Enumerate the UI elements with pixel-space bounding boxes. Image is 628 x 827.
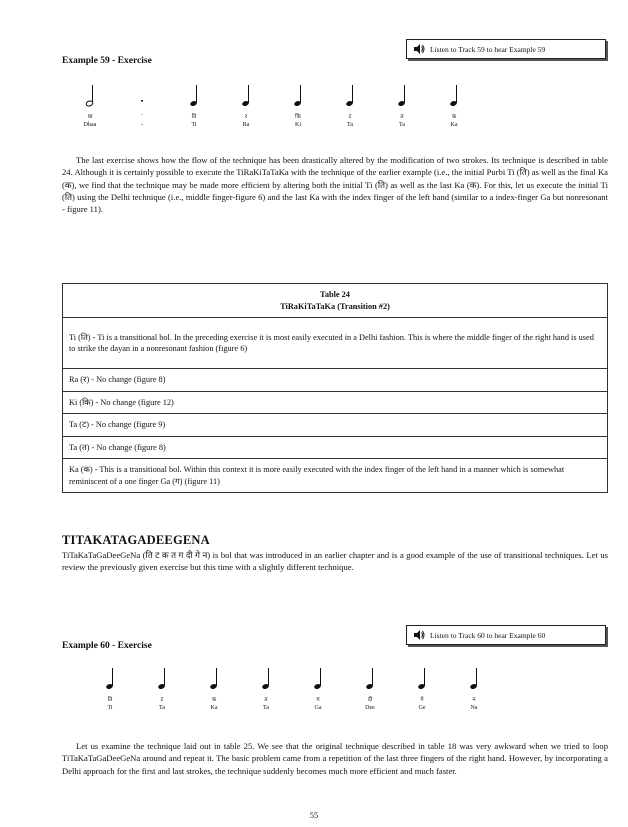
speaker-icon xyxy=(413,629,425,641)
note-syllable: Ta xyxy=(347,122,353,128)
example-59-notation xyxy=(64,84,480,128)
note-glyph xyxy=(241,84,251,108)
note-devanagari: ट xyxy=(348,114,352,120)
note-glyph xyxy=(313,667,323,691)
note-devanagari: न xyxy=(472,697,476,703)
track-59-button[interactable] xyxy=(406,39,606,59)
note xyxy=(64,84,116,128)
section-heading: TITAKATAGADEEGENA xyxy=(62,533,210,547)
track-59-label: Listen to Track 59 to hear Example 59 xyxy=(430,44,546,54)
note-glyph xyxy=(397,84,407,108)
example-59-title: Example 59 - Exercise xyxy=(62,56,152,66)
rest-mark xyxy=(137,84,147,108)
table-24-title: Table 24 xyxy=(320,290,350,299)
track-60-label: Listen to Track 60 to hear Example 60 xyxy=(430,630,546,640)
note-glyph xyxy=(261,667,271,691)
table-24 xyxy=(62,283,608,493)
note-devanagari: त xyxy=(400,114,404,120)
note-glyph xyxy=(157,667,167,691)
note xyxy=(84,667,136,711)
note xyxy=(116,84,168,128)
note xyxy=(272,84,324,128)
table-24-subtitle: TiRaKiTaTaKa (Transition #2) xyxy=(280,301,390,311)
note-syllable: Ki xyxy=(295,122,301,128)
note-glyph xyxy=(469,667,479,691)
note-syllable: Dee xyxy=(365,705,375,711)
note-devanagari: क xyxy=(451,114,457,120)
note-devanagari: त xyxy=(264,697,268,703)
paragraph-1-text: The last exercise shows how the flow of the technique has been drastically altered by the modification of two strokes. Its technique is described in table 24. Although it is certainly possible to execute the TiRaKiTaTaKa with the technique of the earlier example (i.e., the initial Purbi Ti (ति) as well as the final Ka (क), we find that the technique may be made more efficient by altering both the initial Ti (ति) as well as the last Ka (क). For this, let us execute the initial Ti (ति) using the Delhi technique (i.e., middle finger-figure 6) and the last Ka with the index finger of the left hand (similar to a index-finger Ga but nonresonant - figure 11). xyxy=(62,155,608,215)
paragraph-closing xyxy=(62,740,608,777)
note-syllable: - xyxy=(141,122,143,128)
note-glyph xyxy=(105,667,115,691)
speaker-icon xyxy=(413,43,425,55)
track-60-button[interactable] xyxy=(406,625,606,645)
note-glyph xyxy=(209,667,219,691)
note-devanagari: दी xyxy=(367,697,373,703)
note-glyph xyxy=(345,84,355,108)
note xyxy=(240,667,292,711)
note xyxy=(448,667,500,711)
note-devanagari: ग xyxy=(316,697,320,703)
table-row: Ra (र) - No change (figure 8) xyxy=(63,369,608,392)
note-devanagari: र xyxy=(244,114,248,120)
note-syllable: Ta xyxy=(399,122,405,128)
note-syllable: Ka xyxy=(210,705,218,711)
table-row: Ka (क) - This is a transitional bol. Within this context it is more easily executed with the index finger of the left hand in a manner which is somewhat reminiscent of a one finger Ga (ग) (figure 11) xyxy=(63,459,608,493)
note-syllable: Ta xyxy=(263,705,269,711)
note-glyph xyxy=(417,667,427,691)
note-devanagari: ट xyxy=(160,697,164,703)
note-syllable: Ka xyxy=(450,122,458,128)
note-glyph xyxy=(449,84,459,108)
note-glyph xyxy=(189,84,199,108)
note-devanagari: धा xyxy=(87,114,93,120)
example-60-notation xyxy=(84,667,500,711)
note xyxy=(168,84,220,128)
table-row: Ta (त) - No change (figure 8) xyxy=(63,436,608,459)
paragraph-2-text: TiTaKaTaGaDeeGeNa (ति ट क त ग दी गे न) is bol that was introduced in an earlier chapter and is a good example of the use of transitional techniques. Let us review the previously given exercise but this time with a slightly different technique. xyxy=(62,550,608,573)
note-syllable: Na xyxy=(470,705,478,711)
note xyxy=(188,667,240,711)
note-syllable: Ta xyxy=(159,705,165,711)
example-60-title: Example 60 - Exercise xyxy=(62,641,152,651)
note-devanagari: - xyxy=(141,112,143,118)
note-syllable: Ti xyxy=(107,705,113,711)
note-glyph xyxy=(365,667,375,691)
note-syllable: Dhaa xyxy=(83,122,97,128)
note xyxy=(324,84,376,128)
note-syllable: Ra xyxy=(242,122,250,128)
note xyxy=(428,84,480,128)
table-row: Ki (कि) - No change (figure 12) xyxy=(63,391,608,414)
note-syllable: Ge xyxy=(418,705,426,711)
table-row: Ti (ति) - Ti is a transitional bol. In the preceding exercise it is most easily executed in a Delhi fashion. This is where the middle finger of the right hand is used to strike the dayan in a nonresonant fashion (figure 6) xyxy=(63,318,608,369)
page-number: 55 xyxy=(309,810,319,820)
note-devanagari: गे xyxy=(420,697,424,703)
note-syllable: Ti xyxy=(191,122,197,128)
note xyxy=(220,84,272,128)
note-devanagari: कि xyxy=(295,114,301,120)
paragraph-section xyxy=(62,549,608,574)
table-row: Ta (ट) - No change (figure 9) xyxy=(63,414,608,437)
paragraph-3-text: Let us examine the technique laid out in table 25. We see that the original technique described in table 18 was very awkward when we tried to loop TiTaKaTaGaDeeGeNa around and repeat it. The basic problem came from a repetition of the last three fingers of the right hand. However, by incorporating a Delhi approach for the first and last strokes, the technique suddenly becomes much more efficient and much faster. xyxy=(62,741,608,776)
note-glyph xyxy=(293,84,303,108)
note-syllable: Ga xyxy=(314,705,322,711)
table-24-header xyxy=(63,284,608,318)
note-glyph xyxy=(85,84,95,108)
note-devanagari: ति xyxy=(191,114,197,120)
note-devanagari: क xyxy=(211,697,217,703)
note xyxy=(292,667,344,711)
note xyxy=(344,667,396,711)
note xyxy=(376,84,428,128)
note-devanagari: ति xyxy=(107,697,113,703)
paragraph-intro xyxy=(62,154,608,215)
note xyxy=(396,667,448,711)
note xyxy=(136,667,188,711)
